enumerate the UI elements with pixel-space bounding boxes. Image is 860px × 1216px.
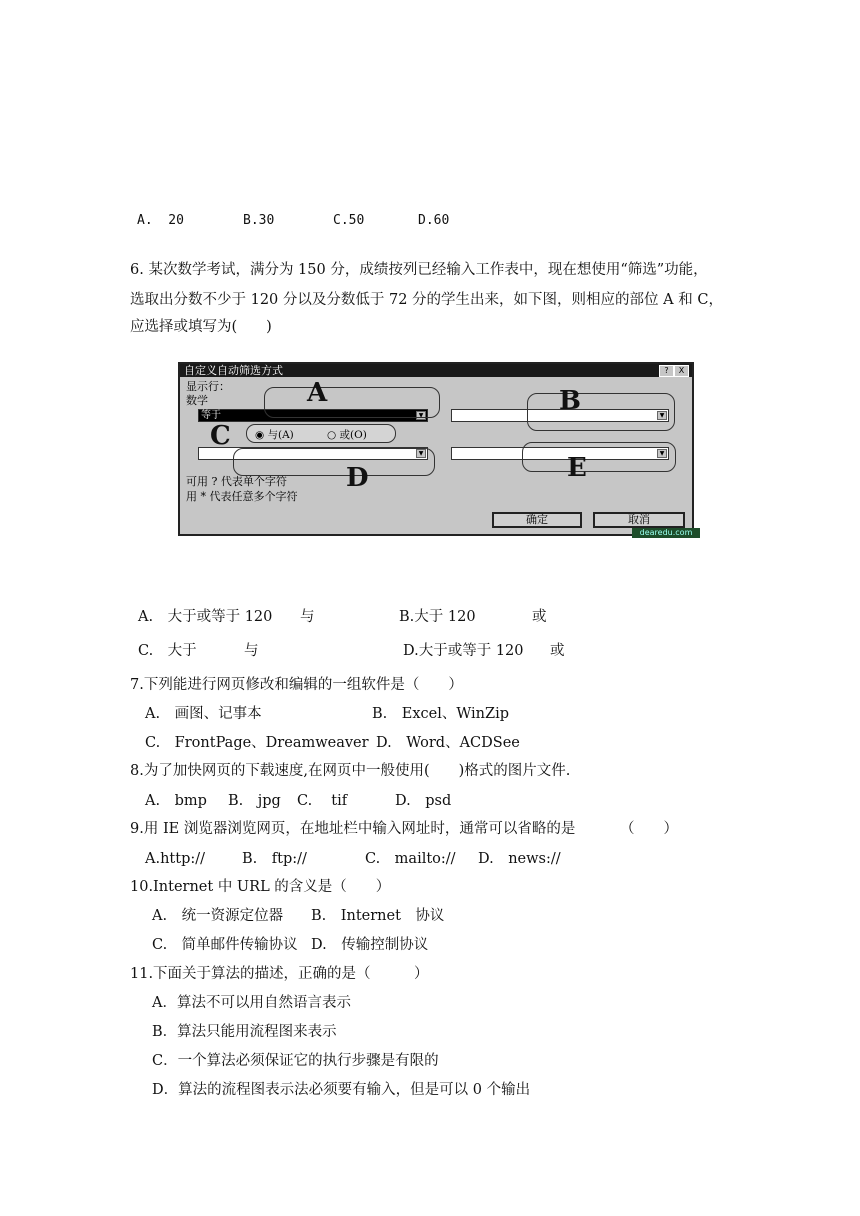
label-e: E (567, 453, 587, 483)
hint-multi-char: 用 * 代表任意多个字符 (186, 490, 298, 503)
q8-option-a: A. bmp (145, 793, 207, 809)
q8-option-d: D. psd (395, 793, 452, 809)
q11-stem: 11.下面关于算法的描述，正确的是（ ） (130, 966, 429, 982)
q5-option-a: A. 20 (137, 213, 184, 228)
operator-combo-1-value: 等于 (201, 410, 221, 421)
q9-answer-blank: （ ） (620, 821, 678, 837)
q6-option-b-connector: 或 (532, 609, 547, 625)
q6-option-c: C. 大于 (138, 643, 197, 659)
dialog-title: 自定义自动筛选方式 (184, 364, 283, 377)
field-label: 数学 (186, 394, 208, 407)
close-button[interactable]: X (674, 365, 689, 377)
chevron-down-icon[interactable]: ▼ (657, 411, 667, 420)
annotation-ring-e (522, 442, 676, 472)
q9-option-c: C. mailto:// (365, 851, 456, 867)
radio-and-label: 与(A) (267, 429, 294, 441)
q9-option-a: A.http:// (145, 851, 206, 867)
q11-option-d: D．算法的流程图表示法必须要有输入，但是可以 0 个输出 (152, 1082, 531, 1098)
q7-option-b: B. Excel、WinZip (372, 706, 509, 722)
q7-stem: 7.下列能进行网页修改和编辑的一组软件是（ ） (130, 677, 463, 693)
q6-option-a-connector: 与 (300, 609, 315, 625)
show-rows-label: 显示行： (186, 380, 230, 393)
q11-option-c: C．一个算法必须保证它的执行步骤是有限的 (152, 1053, 439, 1069)
q10-option-b: B. Internet 协议 (311, 908, 445, 924)
watermark: dearedu.com (632, 528, 700, 538)
cancel-button[interactable]: 取消 (593, 512, 685, 528)
q6-option-d-connector: 或 (550, 643, 565, 659)
q11-option-b: B．算法只能用流程图来表示 (152, 1024, 337, 1040)
q5-option-b: B.30 (243, 213, 275, 228)
q9-option-d: D. news:// (478, 851, 561, 867)
q6-option-c-connector: 与 (244, 643, 259, 659)
q7-option-d: D. Word、ACDSee (376, 735, 520, 751)
q8-option-b: B. jpg (228, 793, 281, 809)
label-c: C (210, 421, 231, 451)
q5-option-c: C.50 (333, 213, 365, 228)
annotation-ring-d (233, 448, 435, 476)
q6-stem-line2: 选取出分数不少于 120 分以及分数低于 72 分的学生出来，如下图，则相应的部位 A 和 C， (130, 292, 723, 308)
q6-option-b: B.大于 120 (399, 609, 476, 625)
q7-option-a: A. 画图、记事本 (145, 706, 262, 722)
q6-option-d: D.大于或等于 120 (403, 643, 524, 659)
chevron-down-icon[interactable]: ▼ (416, 411, 426, 420)
q10-option-d: D. 传输控制协议 (311, 937, 429, 953)
radio-and[interactable]: ◉ 与(A) (255, 429, 294, 441)
q10-option-a: A. 统一资源定位器 (152, 908, 284, 924)
annotation-ring-b (527, 393, 675, 431)
radio-or[interactable]: ○ 或(O) (327, 429, 367, 441)
q6-stem-line1: 6. 某次数学考试，满分为 150 分，成绩按列已经输入工作表中，现在想使用“筛选”功能， (130, 262, 708, 278)
help-button[interactable]: ? (659, 365, 674, 377)
q9-option-b: B. ftp:// (242, 851, 307, 867)
q10-option-c: C. 简单邮件传输协议 (152, 937, 298, 953)
q5-option-d: D.60 (418, 213, 450, 228)
q7-option-c: C. FrontPage、Dreamweaver (145, 735, 369, 751)
q6-option-a: A. 大于或等于 120 (138, 609, 273, 625)
q8-stem: 8.为了加快网页的下载速度,在网页中一般使用( )格式的图片文件. (130, 763, 571, 779)
label-a: A (307, 378, 328, 408)
label-b: B (559, 386, 581, 416)
hint-single-char: 可用 ? 代表单个字符 (186, 475, 287, 488)
dialog-title-bar (180, 364, 692, 377)
q10-stem: 10.Internet 中 URL 的含义是（ ） (130, 879, 391, 895)
q11-option-a: A．算法不可以用自然语言表示 (152, 995, 351, 1011)
q8-option-c: C. tif (297, 793, 348, 809)
radio-or-label: 或(O) (339, 429, 367, 441)
annotation-ring-a (264, 387, 440, 418)
and-or-radio-group (246, 424, 396, 443)
q6-stem-line3: 应选择或填写为( ) (130, 319, 272, 335)
chevron-down-icon[interactable]: ▼ (416, 449, 426, 458)
chevron-down-icon[interactable]: ▼ (657, 449, 667, 458)
q9-stem: 9.用 IE 浏览器浏览网页，在地址栏中输入网址时，通常可以省略的是 (130, 821, 576, 837)
label-d: D (346, 463, 369, 493)
ok-button[interactable]: 确定 (492, 512, 582, 528)
